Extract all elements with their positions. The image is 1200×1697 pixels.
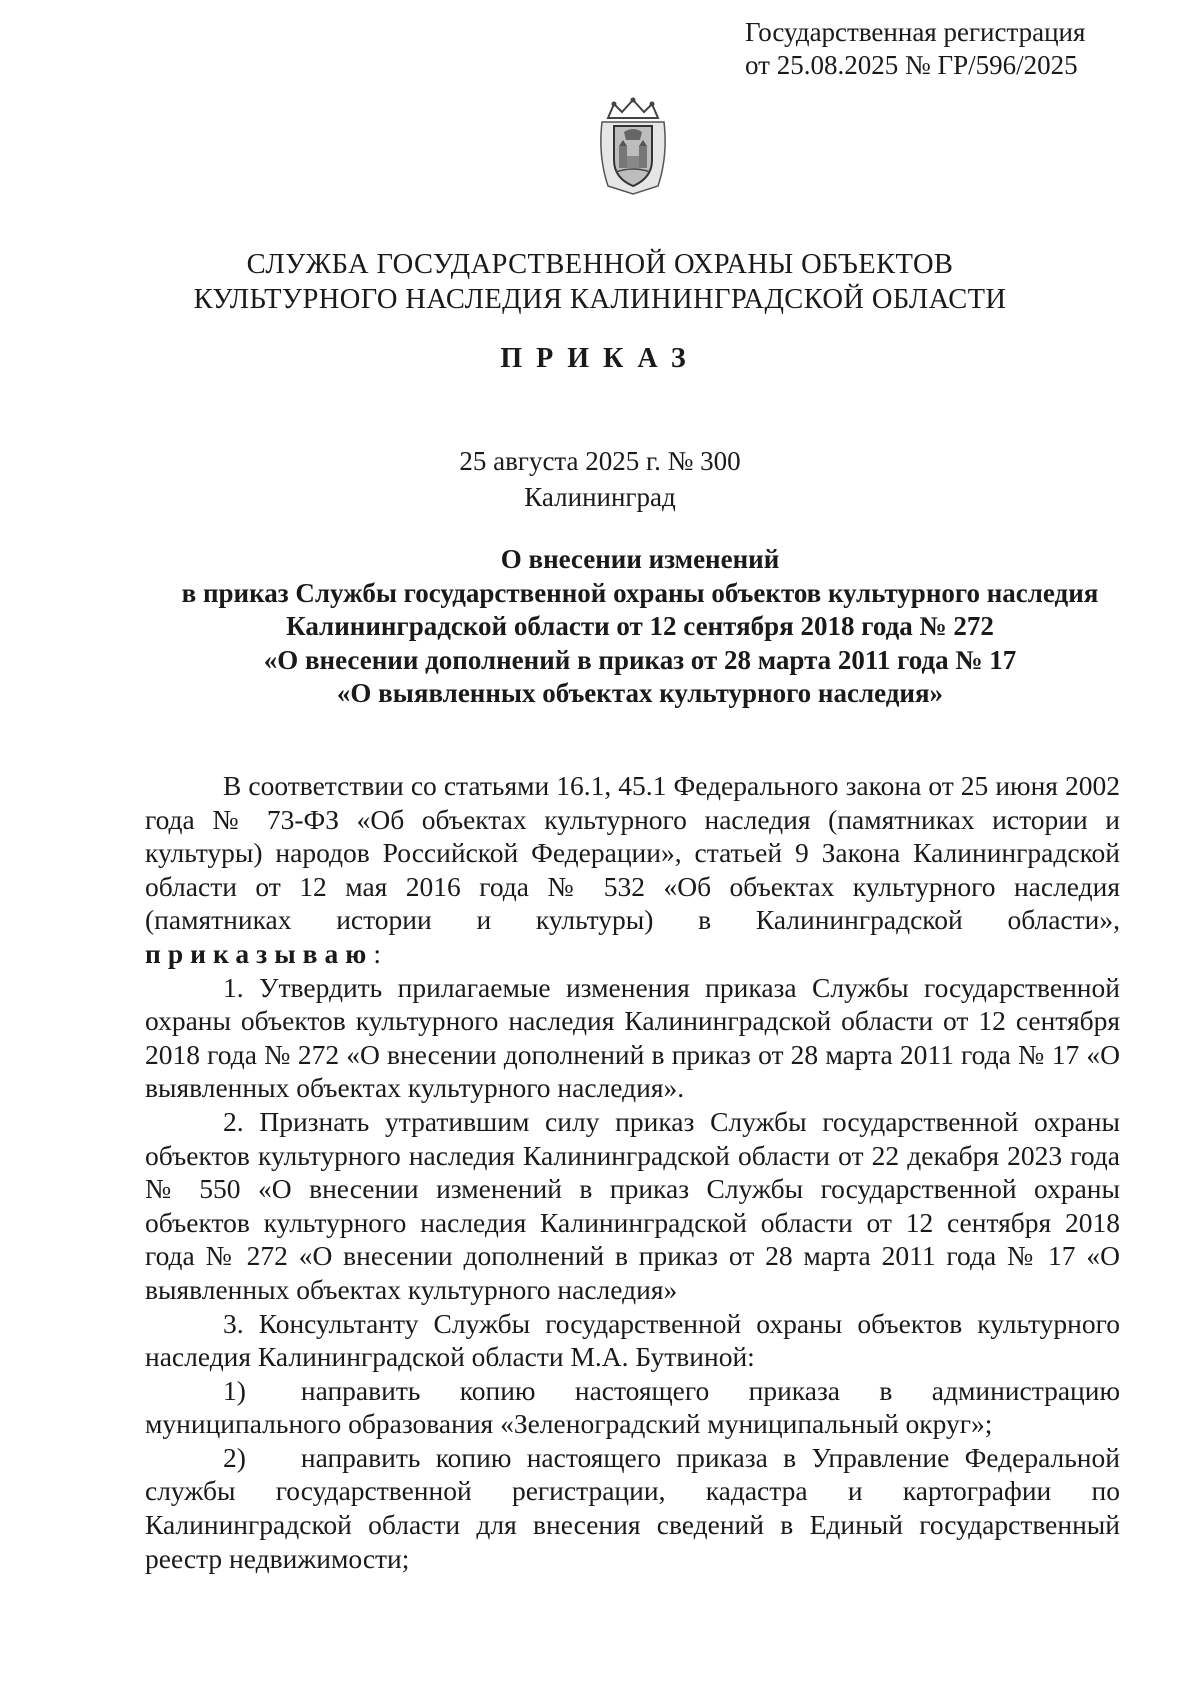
date-number: 25 августа 2025 г. № 300: [459, 446, 741, 476]
item-3-sub-2: 2) направить копию настоящего приказа в Управление Федеральной службы государственной регистрации, кадастра и картографии по Калининградской области для внесения сведений в Единый государственный реестр недвижимости;: [145, 1441, 1120, 1574]
date-and-place: [400, 443, 800, 515]
document-type: ПРИКАЗ: [500, 343, 700, 374]
preamble-text: В соответствии со статьями 16.1, 45.1 Федерального закона от 25 июня 2002 года № 73-ФЗ «Об объектах культурного наследия (памятниках истории и культуры) народов Российской Федерации», статьей 9 Закона Калининградской области от 12 мая 2016 года № 532 «Об объектах культурного наследия (памятниках истории и культуры) в Калининградской области»,: [145, 770, 1120, 936]
organization-name-line-1: СЛУЖБА ГОСУДАРСТВЕННОЙ ОХРАНЫ ОБЪЕКТОВ: [246, 249, 954, 280]
subject-line-4: «О внесении дополнений в приказ от 28 марта 2011 года № 17: [263, 644, 1017, 675]
item-1: 1. Утвердить прилагаемые изменения приказа Службы государственной охраны объектов культурного наследия Калининградской области от 12 сентября 2018 года № 272 «О внесении дополнений в приказ от 28 марта 2011 года № 17 «О выявленных объектах культурного наследия».: [145, 971, 1120, 1104]
preamble-paragraph: [145, 769, 1120, 971]
registration-stamp: [745, 16, 1085, 82]
organization-name-line-2: КУЛЬТУРНОГО НАСЛЕДИЯ КАЛИНИНГРАДСКОЙ ОБЛАСТИ: [193, 284, 1007, 315]
registration-line-2: от 25.08.2025 № ГР/596/2025: [745, 50, 1078, 80]
order-body: [145, 769, 1120, 1575]
subject-line-5: «О выявленных объектах культурного наследия»: [336, 678, 944, 708]
place: Калининград: [524, 482, 676, 512]
subject-line-2: в приказ Службы государственной охраны объектов культурного наследия: [181, 577, 1099, 608]
item-3-sub-1: 1) направить копию настоящего приказа в администрацию муниципального образования «Зеленоградский муниципальный округ»;: [145, 1374, 1120, 1440]
registration-line-1: Государственная регистрация: [745, 17, 1086, 47]
order-colon: :: [373, 937, 381, 969]
subject-line-3: Калининградской области от 12 сентября 2018 года № 272: [286, 611, 994, 641]
item-3: 3. Консультанту Службы государственной охраны объектов культурного наследия Калининградской области М.А. Бутвиной:: [145, 1307, 1120, 1373]
coat-of-arms-icon: [594, 96, 672, 196]
order-subject: [140, 543, 1140, 711]
organization-name: [130, 247, 1070, 317]
item-2: 2. Признать утратившим силу приказ Службы государственной охраны объектов культурного наследия Калининградской области от 22 декабря 2023 года № 550 «О внесении изменений в приказ Службы государственной охраны объектов культурного наследия Калининградской области от 12 сентября 2018 года № 272 «О внесении дополнений в приказ от 28 марта 2011 года № 17 «О выявленных объектах культурного наследия»: [145, 1105, 1120, 1305]
order-word: приказываю: [145, 937, 374, 969]
subject-line-1: О внесении изменений: [500, 544, 780, 574]
